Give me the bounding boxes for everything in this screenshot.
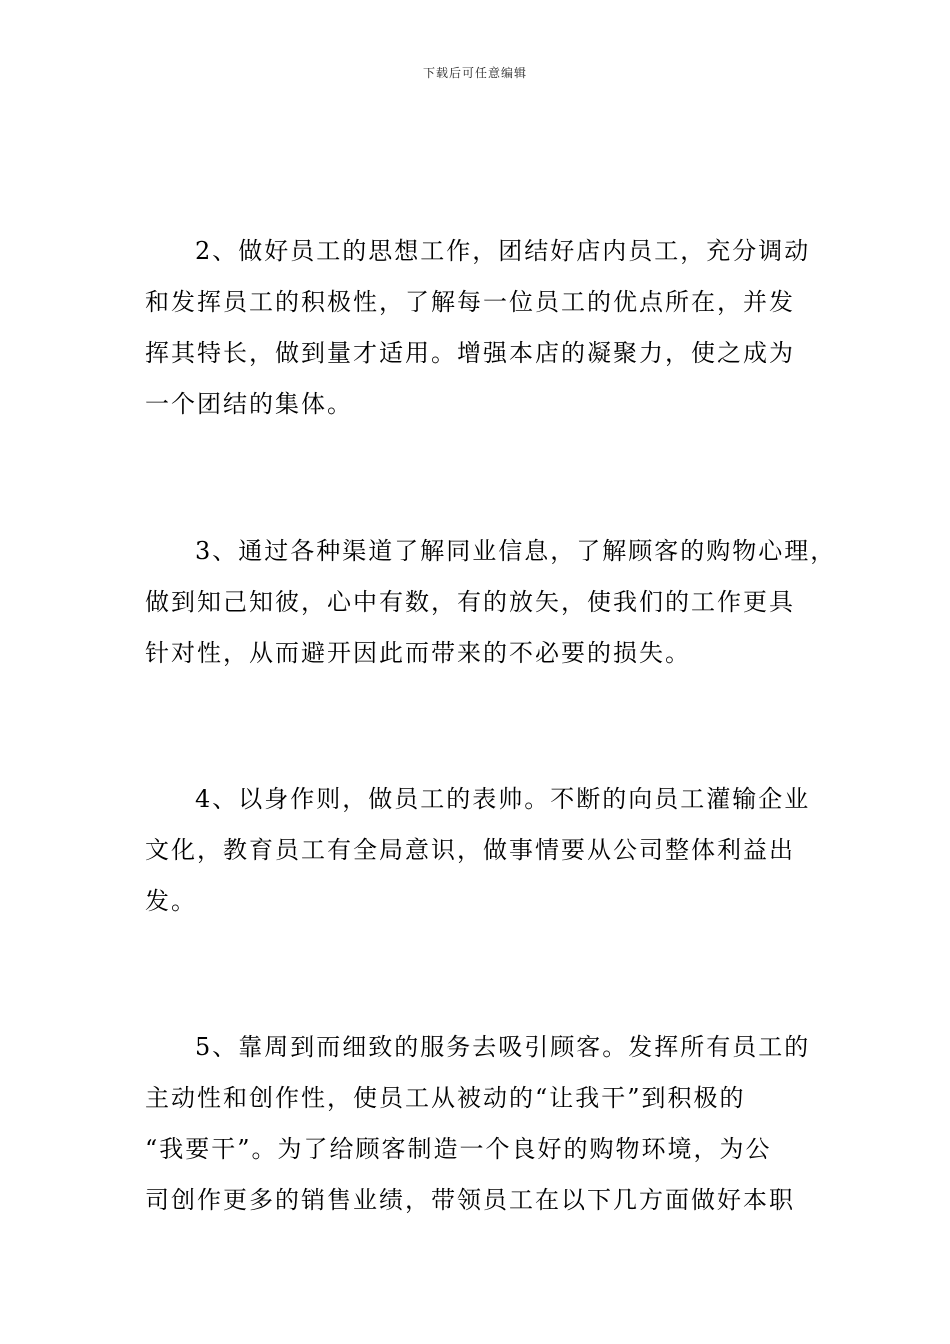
paragraph-line: 2、做好员工的思想工作，团结好店内员工，充分调动 <box>195 237 811 265</box>
paragraph-line: 针对性，从而避开因此而带来的不必要的损失。 <box>145 639 691 667</box>
paragraph-line: 和发挥员工的积极性，了解每一位员工的优点所在，并发 <box>145 288 795 316</box>
paragraph-item-2 <box>145 226 815 430</box>
paragraph-line: 4、以身作则，做员工的表帅。不断的向员工灌输企业 <box>195 785 811 813</box>
paragraph-line: 司创作更多的销售业绩，带领员工在以下几方面做好本职 <box>145 1186 795 1214</box>
paragraph-item-3 <box>145 526 837 679</box>
paragraph-line: “我要干”。为了给顾客制造一个良好的购物环境，为公 <box>145 1135 772 1163</box>
paragraph-line: 挥其特长，做到量才适用。增强本店的凝聚力，使之成为 <box>145 339 795 367</box>
paragraph-item-4 <box>145 774 815 927</box>
paragraph-line: 主动性和创作性，使员工从被动的“让我干”到积极的 <box>145 1084 746 1112</box>
paragraph-line: 文化，教育员工有全局意识，做事情要从公司整体利益出 <box>145 836 795 864</box>
paragraph-line: 5、靠周到而细致的服务去吸引顾客。发挥所有员工的 <box>195 1033 811 1061</box>
paragraph-line: 一个团结的集体。 <box>145 390 353 418</box>
paragraph-line: 3、通过各种渠道了解同业信息，了解顾客的购物心理， <box>195 537 837 565</box>
paragraph-item-5 <box>145 1022 815 1226</box>
paragraph-line: 发。 <box>145 887 197 915</box>
paragraph-line: 做到知己知彼，心中有数，有的放矢，使我们的工作更具 <box>145 588 795 616</box>
header-note: 下载后可任意编辑 <box>422 66 527 80</box>
